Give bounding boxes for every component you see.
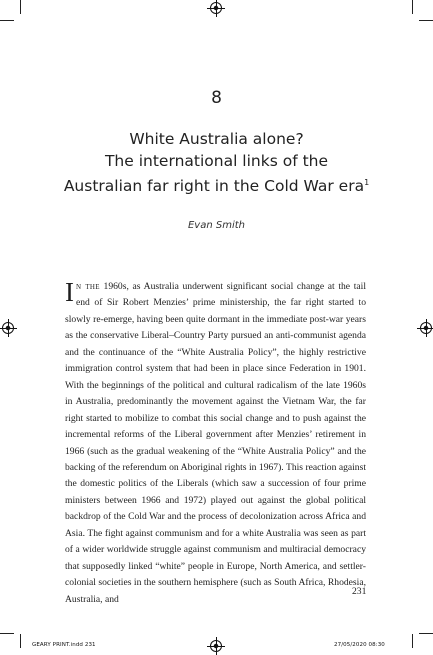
chapter-title-line: The international links of the xyxy=(104,152,329,170)
crop-mark xyxy=(20,0,21,14)
chapter-title-line xyxy=(0,172,433,197)
slug-filename: GEARY PRINT.indd 231 xyxy=(32,642,96,648)
crop-mark xyxy=(0,20,14,21)
crop-mark xyxy=(20,634,21,648)
author-name: Evan Smith xyxy=(187,220,245,231)
body-paragraph xyxy=(65,279,366,608)
paragraph-text: 1960s, as Australia underwent significant social change at the tail end of Sir Robert Menzies’ prime ministership, the far right started to slowly re-emerge, having been quite dormant in the immediate post-war years as the conservative Liberal–Country Party pursued an anti-communist agenda and the continuance of the “White Australia Policy”, the highly restrictive immigration control system that had been in place since Federation in 1901. With the beginnings of the political and cultural radicalism of the late 1960s in Australia, predominantly the movement against the Vietnam War, the far right started to mobilize to combat this social change and to push against the incremental reforms of the Liberal government after Menzies’ retirement in 1966 (such as the gradual weakening of the “White Australia Policy” and the backing of the referendum on Aboriginal rights in 1967). This reaction against the domestic politics of the Liberals (which saw a succession of four prime ministers between 1966 and 1972) played out against the global political backdrop of the Cold War and the process of decolonization across Africa and Asia. The fight against communism and for a white Australia was seen as part of a wider worldwide struggle against communism and multiracial democracy that supposedly linked “white” people in Europe, North America, and settler-colonial societies in the southern hemisphere (such as South Africa, Rhodesia, Australia, and xyxy=(65,281,367,605)
chapter-number: 8 xyxy=(211,88,222,108)
registration-mark-icon xyxy=(210,640,222,652)
chapter-title-line: White Australia alone? xyxy=(129,130,304,148)
registration-mark-icon xyxy=(210,2,222,14)
registration-mark-icon xyxy=(2,322,14,334)
registration-mark-icon xyxy=(420,322,432,334)
chapter-title xyxy=(0,128,433,197)
crop-mark xyxy=(412,634,413,648)
crop-mark xyxy=(412,0,413,14)
crop-mark xyxy=(0,633,14,634)
chapter-title-line-text: Australian far right in the Cold War era xyxy=(63,177,365,196)
drop-cap: I xyxy=(65,277,74,307)
lead-in-small-caps: n the xyxy=(76,281,100,292)
footnote-mark: 1 xyxy=(364,178,370,187)
crop-mark xyxy=(419,633,433,634)
crop-mark xyxy=(419,20,433,21)
slug-datetime: 27/05/2020 08:30 xyxy=(334,642,385,648)
page-number: 231 xyxy=(352,586,367,597)
